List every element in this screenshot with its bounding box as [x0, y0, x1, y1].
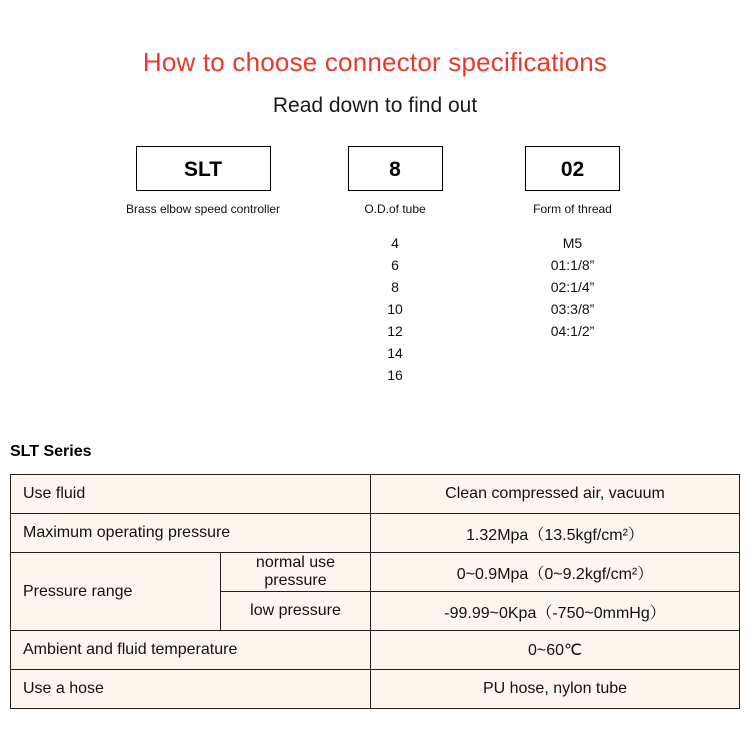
spec-value-max-pressure: 1.32Mpa（13.5kgf/cm²） [371, 514, 740, 553]
option-item: 04:1/2” [550, 323, 595, 339]
table-row [11, 670, 740, 709]
page-title: How to choose connector specifications [142, 47, 608, 77]
spec-value-normal-use-pressure: 0~0.9Mpa（0~9.2kgf/cm²） [371, 553, 740, 592]
table-row [11, 631, 740, 670]
table-row [11, 553, 740, 592]
code-options-tube-od [330, 232, 460, 386]
spec-value-use-fluid: Clean compressed air, vacuum [371, 475, 740, 514]
code-caption-series: Brass elbow speed controller [125, 202, 281, 216]
table-row [11, 475, 740, 514]
code-column-tube-od [330, 146, 460, 386]
series-label: SLT Series [10, 443, 92, 460]
option-item: 03:3/8” [550, 301, 595, 317]
spec-label-hose: Use a hose [11, 670, 371, 709]
option-item: M5 [562, 235, 583, 251]
spec-value-low-pressure: -99.99~0Kpa（-750~0mmHg） [371, 592, 740, 631]
option-item: 02:1/4” [550, 279, 595, 295]
spec-sublabel-low-pressure: low pressure [221, 592, 371, 631]
option-item: 16 [387, 367, 403, 383]
spec-sublabel-normal-use-pressure: normal use pressure [221, 553, 371, 592]
page-subtitle: Read down to find out [272, 94, 478, 117]
code-options-thread [500, 232, 645, 342]
specification-table [10, 474, 740, 709]
option-item: 12 [387, 323, 403, 339]
code-box-tube-od: 8 [348, 146, 443, 191]
option-item: 8 [391, 279, 399, 295]
option-item: 6 [391, 257, 399, 273]
option-item: 4 [391, 235, 399, 251]
code-caption-thread: Form of thread [533, 202, 612, 216]
option-item: 14 [387, 345, 403, 361]
spec-label-temperature: Ambient and fluid temperature [11, 631, 371, 670]
code-box-series: SLT [136, 146, 271, 191]
code-column-series [108, 146, 298, 216]
spec-value-temperature: 0~60℃ [371, 631, 740, 670]
table-row [11, 514, 740, 553]
spec-label-max-pressure: Maximum operating pressure [11, 514, 371, 553]
spec-label-pressure-range: Pressure range [11, 553, 221, 631]
code-box-thread: 02 [525, 146, 620, 191]
code-builder [0, 146, 750, 396]
spec-label-use-fluid: Use fluid [11, 475, 371, 514]
option-item: 01:1/8” [550, 257, 595, 273]
option-item: 10 [387, 301, 403, 317]
spec-value-hose: PU hose, nylon tube [371, 670, 740, 709]
code-caption-tube-od: O.D.of tube [364, 202, 426, 216]
code-column-thread [500, 146, 645, 342]
